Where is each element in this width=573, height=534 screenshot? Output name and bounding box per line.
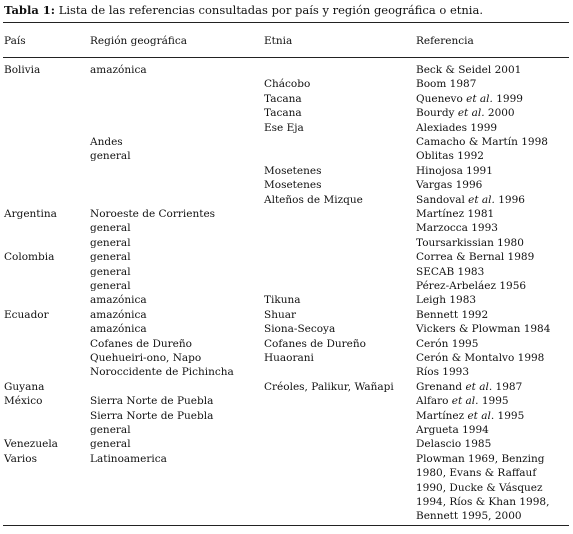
cell-region: Cofanes de Dureño	[90, 337, 192, 350]
cell-reference: Martínez et al. 1995	[416, 409, 525, 422]
cell-ethnicity: Tacana	[264, 92, 302, 105]
cell-reference: Delascio 1985	[416, 438, 492, 451]
cell-reference: Toursarkissian 1980	[416, 236, 524, 249]
table-row	[0, 279, 573, 293]
cell-reference: Leigh 1983	[416, 294, 477, 307]
cell-reference: Sandoval et al. 1996	[416, 193, 525, 206]
table-row	[0, 409, 573, 423]
table-row	[0, 207, 573, 221]
cell-reference: 1990, Ducke & Vásquez	[416, 481, 543, 494]
table-row	[0, 322, 573, 336]
cell-reference: 1994, Ríos & Khan 1998,	[416, 496, 550, 508]
table-row	[0, 365, 573, 379]
table-row	[0, 394, 573, 408]
cell-ethnicity: Siona-Secoya	[264, 323, 336, 336]
cell-reference: Plowman 1969, Benzing	[416, 452, 545, 465]
table-row	[0, 351, 573, 365]
header-region: Región geográfica	[90, 35, 188, 47]
header-reference: Referencia	[416, 35, 474, 47]
cell-reference: Bourdy et al. 2000	[416, 107, 515, 120]
caption-label: Tabla 1:	[4, 3, 56, 17]
table-row	[0, 121, 573, 135]
table-row	[0, 193, 573, 207]
cell-reference: Quenevo et al. 1999	[416, 92, 523, 105]
cell-country: Varios	[4, 452, 37, 465]
cell-ethnicity: Mosetenes	[264, 179, 322, 192]
cell-ethnicity: Ese Eja	[264, 121, 304, 134]
cell-region: amazónica	[90, 323, 147, 336]
cell-country: Guyana	[4, 380, 45, 393]
table-row	[0, 164, 573, 178]
cell-region: Quehueiri-ono, Napo	[90, 352, 202, 364]
header-rule	[3, 57, 569, 58]
cell-ethnicity: Mosetenes	[264, 164, 322, 177]
cell-country: Venezuela	[4, 438, 58, 451]
cell-ethnicity: Cofanes de Dureño	[264, 337, 366, 350]
cell-region: Andes	[90, 136, 123, 148]
cell-region: general	[90, 150, 131, 163]
cell-region: Noroeste de Corrientes	[90, 208, 216, 220]
cell-reference: Alfaro et al. 1995	[416, 395, 509, 408]
table-row	[0, 236, 573, 250]
cell-reference: Grenand et al. 1987	[416, 380, 523, 393]
cell-region: Latinoamerica	[90, 452, 167, 465]
cell-region: amazónica	[90, 294, 147, 307]
cell-reference: 1980, Evans & Raffauf	[416, 467, 537, 480]
table-row	[0, 250, 573, 264]
cell-reference: Correa & Bernal 1989	[416, 251, 535, 264]
cell-ethnicity: Tikuna	[264, 294, 301, 307]
table-row	[0, 437, 573, 451]
cell-region: general	[90, 280, 131, 292]
table-row	[0, 452, 573, 466]
cell-reference: Ríos 1993	[416, 366, 470, 379]
cell-reference: Camacho & Martín 1998	[416, 136, 548, 148]
cell-reference: Pérez-Arbeláez 1956	[416, 280, 527, 292]
table-row	[0, 380, 573, 394]
table-row	[0, 495, 573, 509]
cell-ethnicity: Shuar	[264, 308, 296, 321]
cell-region: amazónica	[90, 308, 147, 321]
cell-ethnicity: Chácobo	[264, 78, 311, 91]
header-country: País	[4, 35, 26, 47]
cell-reference: Oblitas 1992	[416, 150, 484, 163]
cell-region: general	[90, 251, 131, 264]
cell-ethnicity: Créoles, Palikur, Wañapi	[264, 380, 394, 393]
cell-reference: Beck & Seidel 2001	[416, 64, 522, 76]
cell-reference: Hinojosa 1991	[416, 164, 493, 177]
header-ethnicity: Etnia	[264, 35, 293, 47]
cell-country: Argentina	[4, 208, 57, 220]
cell-country: Colombia	[4, 251, 55, 264]
cell-reference: Marzocca 1993	[416, 222, 498, 235]
cell-region: general	[90, 222, 131, 235]
cell-reference: Argueta 1994	[416, 424, 489, 436]
cell-ethnicity: Alteños de Mizque	[264, 193, 363, 206]
cell-region: general	[90, 438, 131, 451]
cell-reference: Cerón 1995	[416, 337, 479, 350]
table-row	[0, 221, 573, 235]
cell-region: general	[90, 424, 131, 436]
cell-reference: Vargas 1996	[416, 179, 483, 192]
cell-reference: Bennett 1992	[416, 308, 489, 321]
table-row	[0, 466, 573, 480]
bottom-rule	[3, 525, 569, 526]
table-row	[0, 92, 573, 106]
cell-region: Noroccidente de Pichincha	[90, 366, 234, 379]
table-row	[0, 337, 573, 351]
table-row	[0, 149, 573, 163]
cell-reference: Bennett 1995, 2000	[416, 510, 522, 523]
cell-reference: Vickers & Plowman 1984	[416, 323, 551, 336]
table-row	[0, 63, 573, 77]
table-caption	[4, 3, 483, 17]
table-row	[0, 265, 573, 279]
cell-reference: Cerón & Montalvo 1998	[416, 352, 545, 364]
cell-region: Sierra Norte de Puebla	[90, 395, 214, 408]
table-row	[0, 178, 573, 192]
cell-region: Sierra Norte de Puebla	[90, 409, 214, 422]
cell-region: general	[90, 265, 131, 278]
table-row	[0, 77, 573, 91]
caption-text: Lista de las referencias consultadas por país y región geográfica o etnia.	[58, 3, 483, 17]
table-row	[0, 135, 573, 149]
cell-region: general	[90, 236, 131, 249]
cell-reference: Boom 1987	[416, 78, 477, 91]
table-row	[0, 423, 573, 437]
table-row	[0, 481, 573, 495]
cell-country: México	[4, 395, 43, 408]
table-row	[0, 308, 573, 322]
cell-ethnicity: Huaorani	[264, 352, 314, 364]
table-row	[0, 106, 573, 120]
table-row	[0, 509, 573, 523]
table-row	[0, 293, 573, 307]
cell-reference: SECAB 1983	[416, 265, 485, 278]
cell-reference: Martínez 1981	[416, 208, 495, 220]
cell-country: Bolivia	[4, 64, 41, 76]
cell-reference: Alexiades 1999	[416, 121, 498, 134]
cell-country: Ecuador	[4, 308, 49, 321]
top-rule	[3, 22, 569, 23]
cell-region: amazónica	[90, 64, 147, 76]
cell-ethnicity: Tacana	[264, 107, 302, 120]
